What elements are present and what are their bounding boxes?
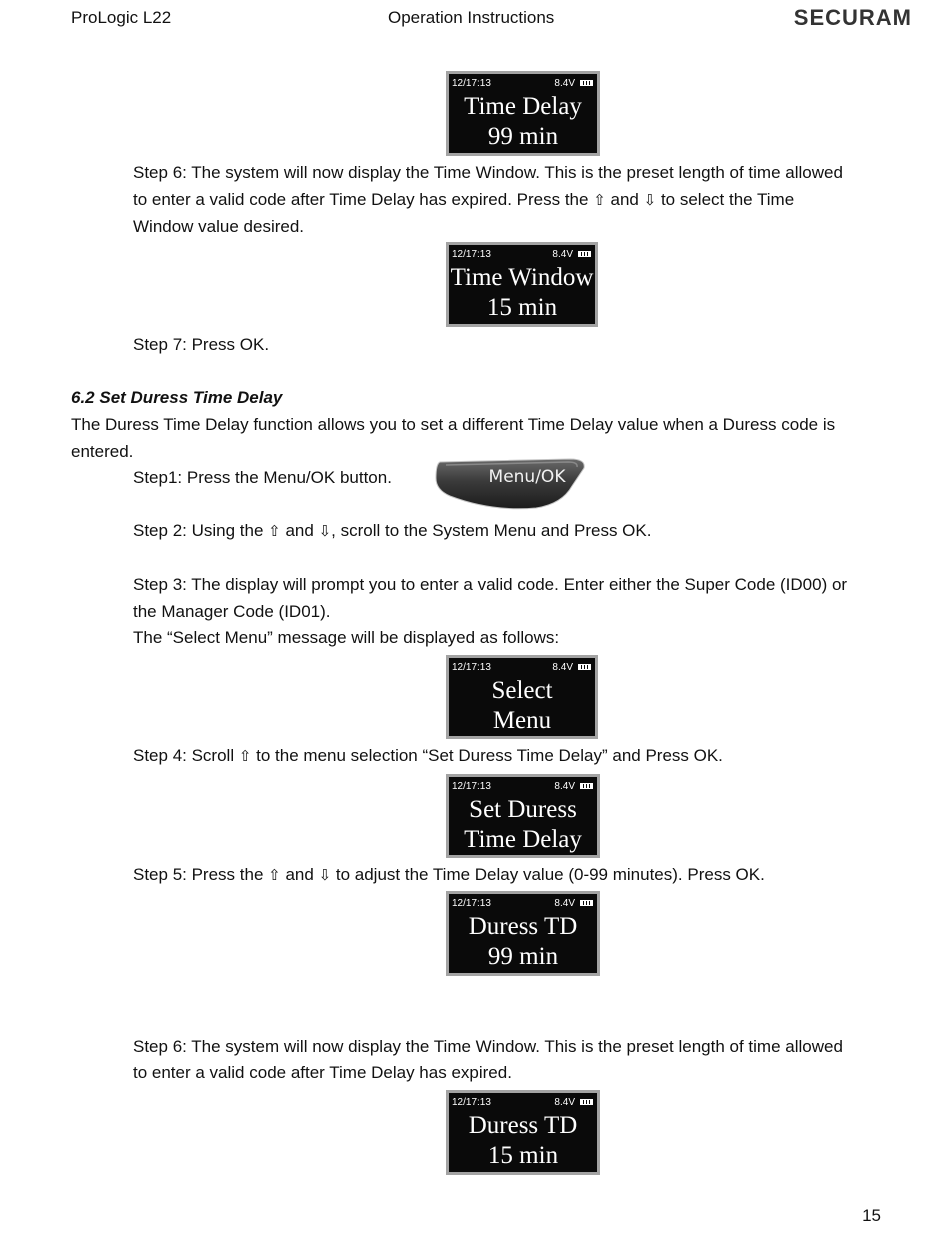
lcd-line-2: 15 min <box>486 294 558 321</box>
step3-line2: the Manager Code (ID01). <box>133 602 331 621</box>
step6-prev-line3: Window value desired. <box>133 217 305 236</box>
step1-text: Step1: Press the Menu/OK button. <box>133 468 392 487</box>
step2-text: Step 2: Using the ⇧ and ⇩, scroll to the System Menu and Press OK. <box>133 521 652 540</box>
down-arrow-icon: ⇩ <box>643 191 657 209</box>
lcd-display-set-duress <box>446 774 600 858</box>
section-heading: 6.2 Set Duress Time Delay <box>71 388 283 407</box>
down-arrow-icon: ⇩ <box>318 866 332 884</box>
menu-ok-button-image <box>432 458 590 514</box>
lcd-line-2: 15 min <box>487 1142 559 1169</box>
lcd-line-1: Duress TD <box>468 913 578 940</box>
lcd-line-1: Duress TD <box>468 1112 578 1139</box>
lcd-line-1: Time Window <box>450 264 594 291</box>
lcd-voltage: 8.4V <box>554 1097 575 1108</box>
lcd-line-2: 99 min <box>487 123 559 150</box>
up-arrow-icon: ⇧ <box>268 866 281 884</box>
up-arrow-icon: ⇧ <box>593 191 606 209</box>
lcd-clock: 12/17:13 <box>452 898 491 909</box>
lcd-line-2: Time Delay <box>464 826 582 853</box>
menu-ok-label: Menu/OK <box>488 467 566 487</box>
battery-icon <box>580 783 593 789</box>
page-number: 15 <box>862 1206 881 1225</box>
doc-section-title: Operation Instructions <box>388 8 555 27</box>
step6-prev-line1: Step 6: The system will now display the Time Window. This is the preset length of time allowed <box>133 163 843 182</box>
lcd-clock: 12/17:13 <box>452 662 491 673</box>
lcd-display-time-window <box>446 242 598 327</box>
lcd-voltage: 8.4V <box>554 898 575 909</box>
lcd-line-2: Menu <box>492 707 552 734</box>
step5-text: Step 5: Press the ⇧ and ⇩ to adjust the Time Delay value (0-99 minutes). Press OK. <box>133 865 765 884</box>
battery-icon <box>580 1099 593 1105</box>
lcd-line-2: 99 min <box>487 943 559 970</box>
lcd-display-time-delay <box>446 71 600 156</box>
doc-title: ProLogic L22 <box>71 8 172 27</box>
lcd-line-1: Select <box>491 677 553 704</box>
intro-line1: The Duress Time Delay function allows you to set a different Time Delay value when a Duress code is <box>71 415 836 434</box>
lcd-clock: 12/17:13 <box>452 249 491 260</box>
battery-icon <box>578 251 591 257</box>
step6-line2: to enter a valid code after Time Delay has expired. <box>133 1063 512 1082</box>
lcd-voltage: 8.4V <box>554 781 575 792</box>
step3-line3: The “Select Menu” message will be displayed as follows: <box>133 628 560 647</box>
lcd-clock: 12/17:13 <box>452 78 491 89</box>
lcd-display-duress-td-99 <box>446 891 600 976</box>
intro-line2: entered. <box>71 442 134 461</box>
step3-line1: Step 3: The display will prompt you to enter a valid code. Enter either the Super Code (ID00) or <box>133 575 848 594</box>
lcd-clock: 12/17:13 <box>452 781 491 792</box>
step7-text: Step 7: Press OK. <box>133 335 270 354</box>
up-arrow-icon: ⇧ <box>238 747 252 765</box>
lcd-clock: 12/17:13 <box>452 1097 491 1108</box>
lcd-voltage: 8.4V <box>552 249 573 260</box>
step4-text: Step 4: Scroll ⇧ to the menu selection “Set Duress Time Delay” and Press OK. <box>133 746 723 765</box>
step6-line1: Step 6: The system will now display the Time Window. This is the preset length of time allowed <box>133 1037 843 1056</box>
lcd-voltage: 8.4V <box>554 78 575 89</box>
battery-icon <box>580 900 593 906</box>
lcd-voltage: 8.4V <box>552 662 573 673</box>
brand-logo: SECURAM <box>793 5 912 30</box>
step6-prev-line2: to enter a valid code after Time Delay has expired. Press the ⇧ and ⇩ to select the Time <box>133 190 795 209</box>
down-arrow-icon: ⇩ <box>318 522 332 540</box>
battery-icon <box>578 664 591 670</box>
lcd-line-1: Time Delay <box>464 93 582 120</box>
lcd-display-duress-td-15 <box>446 1090 600 1175</box>
lcd-line-1: Set Duress <box>469 796 577 823</box>
lcd-display-select-menu <box>446 655 598 739</box>
battery-icon <box>580 80 593 86</box>
up-arrow-icon: ⇧ <box>268 522 281 540</box>
